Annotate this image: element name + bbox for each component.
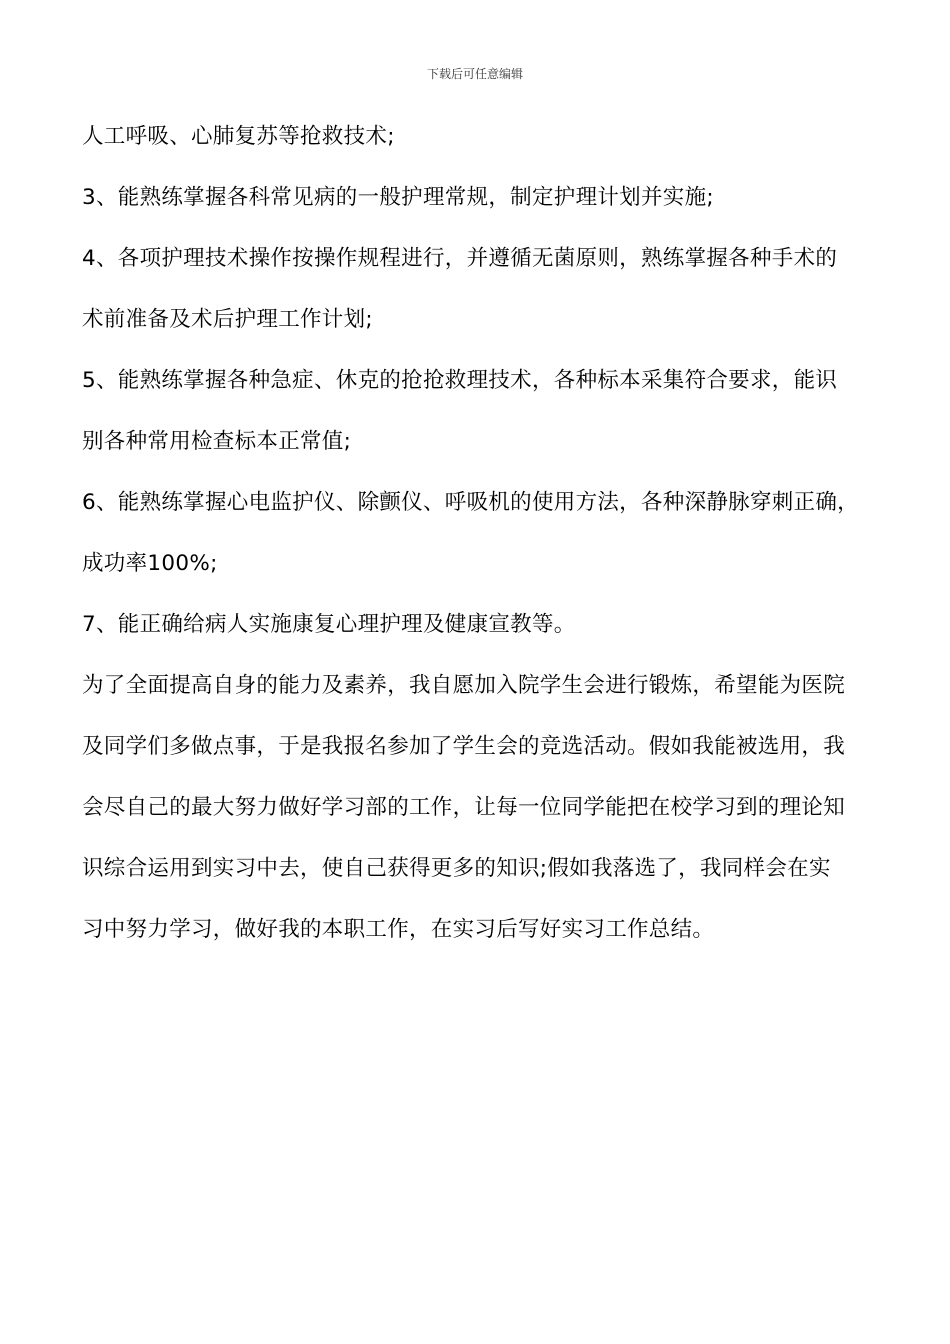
page-header: 下载后可任意编辑 bbox=[426, 67, 523, 81]
text-line: 识综合运用到实习中去，使自己获得更多的知识;假如我落选了，我同样会在实 bbox=[82, 856, 831, 881]
text-line: 5、能熟练掌握各种急症、休克的抢抢救理技术，各种标本采集符合要求，能识 bbox=[82, 368, 838, 393]
text-line: 别各种常用检查标本正常值; bbox=[82, 429, 352, 454]
text-line: 会尽自己的最大努力做好学习部的工作，让每一位同学能把在校学习到的理论知 bbox=[82, 795, 846, 820]
text-line: 4、各项护理技术操作按操作规程进行，并遵循无菌原则，熟练掌握各种手术的 bbox=[82, 246, 838, 271]
text-line: 习中努力学习，做好我的本职工作，在实习后写好实习工作总结。 bbox=[82, 917, 715, 942]
text-line: 术前准备及术后护理工作计划; bbox=[82, 307, 373, 332]
text-line: 人工呼吸、心肺复苏等抢救技术; bbox=[82, 124, 395, 149]
text-line: 为了全面提高自身的能力及素养，我自愿加入院学生会进行锻炼，希望能为医院 bbox=[82, 673, 846, 698]
text-line: 成功率100%; bbox=[82, 551, 218, 576]
text-line: 3、能熟练掌握各科常见病的一般护理常规，制定护理计划并实施; bbox=[82, 185, 714, 210]
text-line: 7、能正确给病人实施康复心理护理及健康宣教等。 bbox=[82, 612, 576, 637]
text-line: 及同学们多做点事，于是我报名参加了学生会的竞选活动。假如我能被选用，我 bbox=[82, 734, 846, 759]
text-line: 6、能熟练掌握心电监护仪、除颤仪、呼吸机的使用方法，各种深静脉穿刺正确， bbox=[82, 490, 859, 515]
document-body bbox=[82, 113, 882, 967]
